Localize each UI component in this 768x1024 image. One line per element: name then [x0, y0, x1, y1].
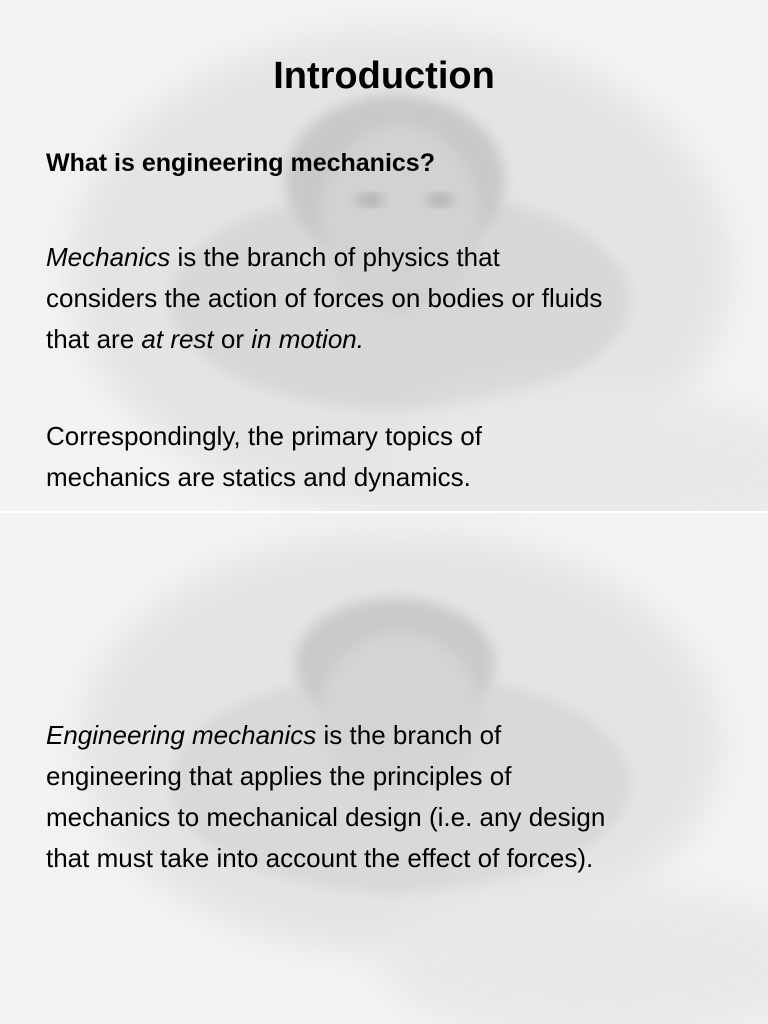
eng-line-1 — [46, 715, 605, 756]
slide-title: Introduction — [273, 55, 495, 97]
definition-line-3-text-a: that are — [46, 324, 142, 354]
eng-line-2: engineering that applies the principles of — [46, 761, 512, 791]
definition-line-1 — [46, 237, 602, 278]
term-in-motion: in motion. — [251, 324, 364, 354]
slide-1 — [0, 0, 768, 511]
definition-line-1-text: is the branch of physics that — [170, 242, 500, 272]
eng-line-3: mechanics to mechanical design (i.e. any design — [46, 802, 606, 832]
mechanics-definition — [46, 237, 602, 360]
question-heading: What is engineering mechanics? — [46, 149, 435, 177]
topics-line-1: Correspondingly, the primary topics of — [46, 421, 482, 451]
term-mechanics: Mechanics — [46, 242, 171, 272]
definition-line-3-text-b: or — [213, 324, 252, 354]
eng-line-4: that must take into account the effect of forces). — [46, 843, 594, 873]
eng-line-1-text: is the branch of — [316, 720, 502, 750]
topics-paragraph — [46, 416, 482, 498]
slide-2 — [0, 513, 768, 1024]
topics-line-2: mechanics are statics and dynamics. — [46, 462, 471, 492]
term-engineering-mechanics: Engineering mechanics — [46, 720, 317, 750]
engineering-mechanics-definition — [46, 715, 605, 879]
definition-line-2: considers the action of forces on bodies or fluids — [46, 283, 603, 313]
term-at-rest: at rest — [141, 324, 214, 354]
definition-line-3 — [46, 319, 602, 360]
